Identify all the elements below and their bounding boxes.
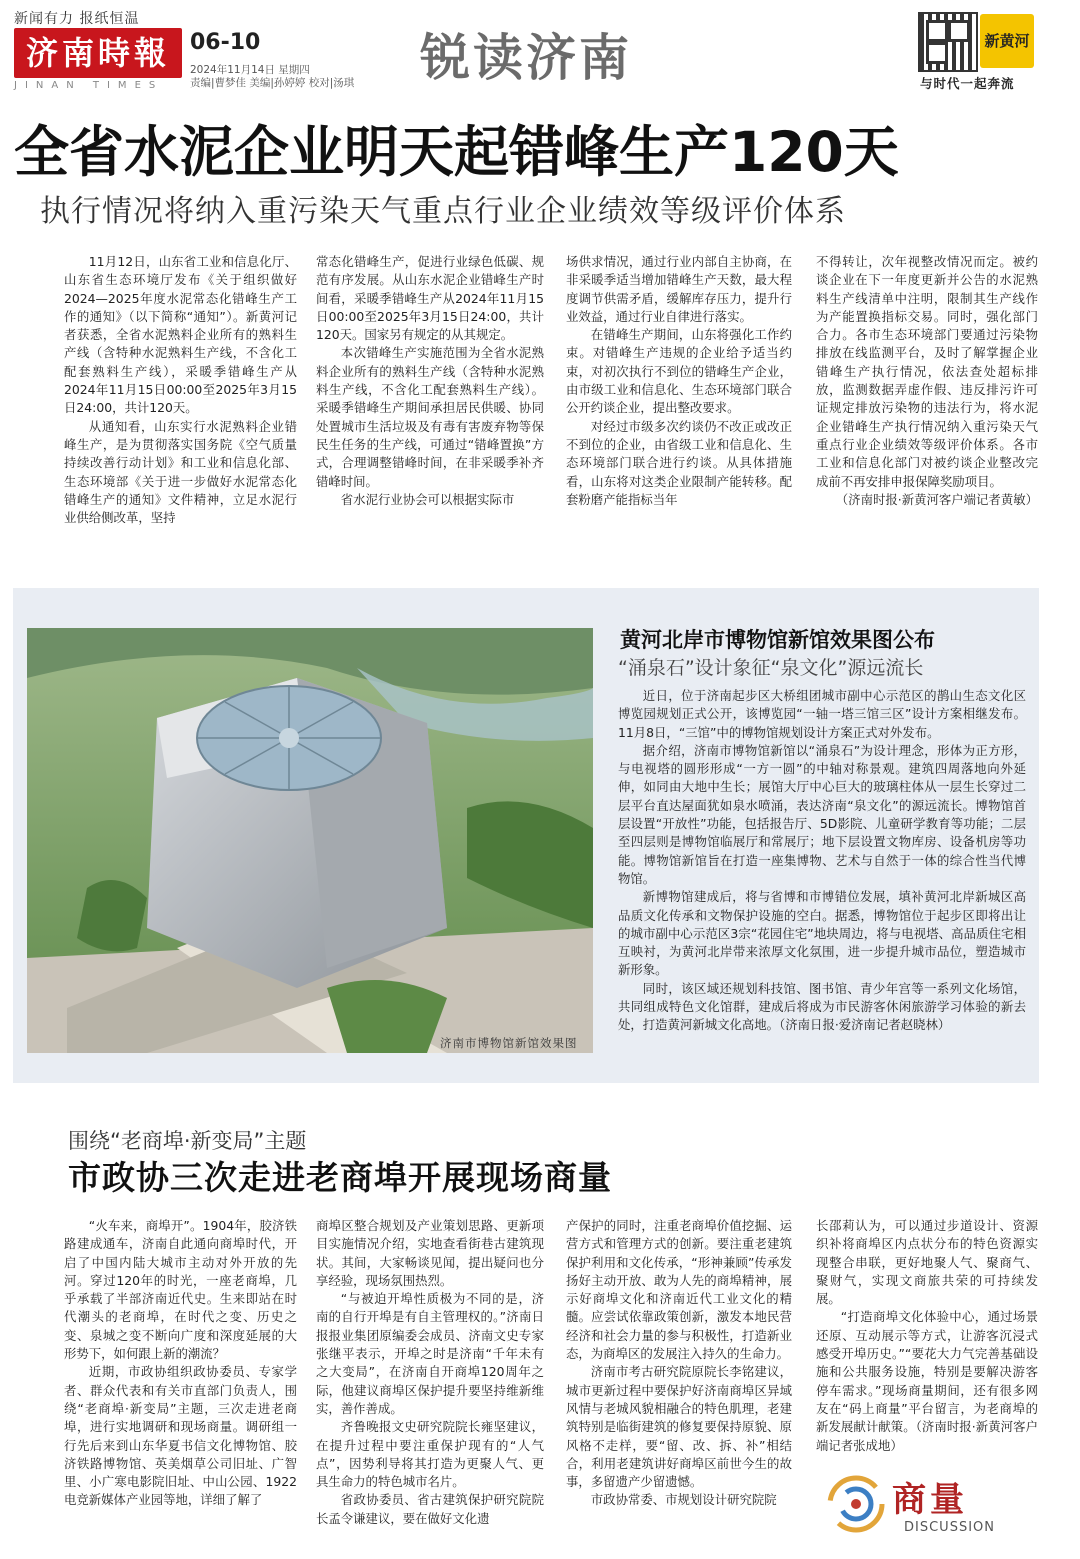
paragraph: 从通知看，山东实行水泥熟料企业错峰生产，是为贯彻落实国务院《空气质量持续改善行动计划》和工业和信息化部、生态环境部《关于进一步做好水泥常态化错峰生产的通知》文件精神，立足水泥行业供给侧改革，坚持: [64, 418, 297, 526]
page-range: 06-10: [190, 30, 261, 55]
editor-credits: 责编|曹梦佳 美编|孙婷婷 校对|汤琪: [190, 77, 355, 89]
museum-headline: 黄河北岸市博物馆新馆效果图公布: [620, 628, 935, 652]
dateline: 2024年11月14日 星期四: [190, 64, 310, 76]
swirl-icon: [826, 1474, 886, 1534]
paragraph: 产保护的同时，注重老商埠价值挖掘、运营方式和管理方式的创新。要注重老建筑保护利用和文化传承，“形神兼顾”传承发扬好主动开放、敢为人先的商埠精神，展示好商埠文化和济南近代工业文化的精髓。应尝试依靠政策创新，激发本地民营经济和社会力量的参与积极性，打造新业态，为商埠区的发展注入持久的生命力。: [566, 1218, 792, 1362]
paragraph: 11月12日，山东省工业和信息化厅、山东省生态环境厅发布《关于组织做好2024—2025年度水泥常态化错峰生产工作的通知》（以下简称“通知”）。新黄河记者获悉，全省水泥熟料企业所有的熟料生产线（含特种水泥熟料生产线，不含化工配套熟料生产线），采暖季错峰生产从2024年11月15日00:00至2025年3月15日24:00，共计120天。: [64, 254, 297, 416]
section-title: 锐读济南: [420, 29, 632, 87]
story-column-4: [816, 1217, 1038, 1455]
paragraph: 省政协委员、省古建筑保护研究院院长孟令谦建议，要在做好文化遗: [316, 1492, 544, 1526]
paragraph: 常态化错峰生产，促进行业绿色低碳、规范有序发展。从山东水泥企业错峰生产时间看，采暖季错峰生产从2024年11月15日00:00至2025年3月15日24:00，共计120天。国家另有规定的从其规定。: [316, 254, 544, 343]
paper-logo-en: JINAN TIMES: [14, 80, 164, 91]
paragraph: 市政协常委、市规划设计研究院院: [590, 1492, 777, 1508]
paragraph: 同时，该区域还规划科技馆、图书馆、青少年宫等一系列文化场馆，共同组成特色文化馆群，建成后将成为市民游客休闲旅游学习体验的新去处，打造黄河新城文化高地。（济南日报·爱济南记者赵晓林）: [618, 980, 1026, 1033]
paragraph: 场供求情况，通过行业内部自主协商，在非采暖季适当增加错峰生产天数，最大程度调节供需矛盾，缓解库存压力，提升行业效益，通过行业自律进行落实。: [566, 254, 792, 324]
story-column-3: [566, 1217, 792, 1510]
lead-column-1: [64, 253, 297, 527]
museum-body: [618, 687, 1026, 1035]
paragraph: 本次错峰生产实施范围为全省水泥熟料企业所有的熟料生产线（含特种水泥熟料生产线，不含化工配套熟料生产线）。采暖季错峰生产期间承担居民供暖、协同处置城市生活垃圾及有毒有害废弃物等保民生任务的生产线，可通过“错峰置换”方式，合理调整错峰时间，在非采暖季补齐错峰时间。: [316, 345, 544, 489]
paragraph: “与被迫开埠性质极为不同的是，济南的自行开埠是有自主管理权的。”济南日报报业集团原编委会成员、济南文史专家张继平表示，开埠之时是济南“千年未有之大变局”，在济南自开商埠120周年之际，他建议商埠区保护提升要坚持维新维实，善作善成。: [316, 1291, 544, 1416]
paragraph: 近期，市政协组织政协委员、专家学者、群众代表和有关市直部门负责人，围绕“老商埠·新变局”主题，三次走进老商埠，进行实地调研和现场商量。调研组一行先后来到山东华夏书信文化博物馆、胶济铁路博物馆、英美烟草公司旧址、广智里、小广寒电影院旧址、中山公园、1922电竞新媒体产业园等地，详细了解了: [64, 1364, 297, 1508]
paper-slogan: 新闻有力 报纸恒温: [14, 11, 140, 27]
paragraph: 商埠区整合规划及产业策划思路、更新项目实施情况介绍，实地查看街巷古建筑现状。其间，大家畅谈见闻，提出疑问也分享经验，现场氛围热烈。: [316, 1218, 544, 1288]
story-headline: 市政协三次走进老商埠开展现场商量: [68, 1158, 612, 1197]
lead-column-2: [316, 253, 544, 509]
discussion-stamp: [826, 1470, 1046, 1550]
lead-column-3: [566, 253, 792, 509]
stamp-english: DISCUSSION: [904, 1520, 995, 1535]
paragraph: 对经过市级多次约谈仍不改正或改正不到位的企业，由省级工业和信息化、生态环境部门联合进行约谈。从具体措施看，山东将对这类企业限制产能转移。配套粉磨产能指标当年: [566, 418, 792, 507]
byline: （济南时报·新黄河客户端记者黄敏）: [835, 491, 1038, 507]
paper-logo: 济南時報: [14, 28, 182, 78]
museum-rendering-image: [27, 628, 593, 1053]
paragraph: 齐鲁晚报文史研究院院长雍坚建议，在提升过程中要注重保护现有的“人气点”，因势利导将其打造为更聚人气、更具生命力的特色城市名片。: [316, 1419, 544, 1490]
qr-code-icon: [918, 12, 978, 72]
paragraph: 新博物馆建成后，将与省博和市博错位发展，填补黄河北岸新城区高品质文化传承和文物保护设施的空白。据悉，博物馆位于起步区即将出让的城市副中心示范区3宗“花园住宅”地块周边，将与电视塔、高品质住宅相互映衬，为黄河北岸带来浓厚文化氛围，进一步提升城市品位，塑造城市新形象。: [618, 889, 1026, 978]
paragraph: “打造商埠文化体验中心，通过场景还原、互动展示等方式，让游客沉浸式感受开埠历史。”“要花大力气完善基础设施和公共服务设施，特别是要解决游客停车需求。”现场商量期间，还有很多网友在“码上商量”平台留言，为老商埠的新发展献计献策。（济南时报·新黄河客户端记者张成地）: [816, 1309, 1038, 1453]
museum-subheadline: “涌泉石”设计象征“泉文化”源远流长: [618, 657, 924, 679]
lead-headline: 全省水泥企业明天起错峰生产120天: [14, 120, 899, 184]
paragraph: 不得转让，次年视整改情况而定。被约谈企业在下一年度更新并公告的水泥熟料生产线清单中注明，限制其生产线作为产能置换指标交易。同时，强化部门合力。各市生态环境部门要通过污染物排放在线监测平台，及时了解掌握企业错峰生产执行情况，依法查处超标排放，监测数据弄虚作假、违反排污许可证规定排放污染物的违法行为，将水泥企业错峰生产执行情况纳入重污染天气重点行业企业绩效等级评价体系。各市工业和信息化部门对被约谈企业整改完成前不再安排申报保障奖励项目。: [816, 254, 1038, 489]
photo-caption: 济南市博物馆新馆效果图: [440, 1036, 578, 1050]
paragraph: 长邵莉认为，可以通过步道设计、资源织补将商埠区内点状分布的特色资源实现整合串联，更好地聚人气、聚商气、聚财气，实现文商旅共荣的可持续发展。: [816, 1218, 1038, 1307]
lead-column-4: [816, 253, 1038, 509]
brand-logo: 新黄河: [980, 14, 1034, 68]
story-column-2: [316, 1217, 544, 1528]
paragraph: “火车来，商埠开”。1904年，胶济铁路建成通车，济南自此通向商埠时代，开启了中国内陆大城市主动对外开放的先河。穿过120年的时光，一座老商埠，几乎承载了半部济南近代史。生来即站在时代潮头的老商埠，在时代之变、历史之变、泉城之变不断向广度和深度延展的大形势下，如何跟上新的潮流？: [64, 1218, 297, 1362]
paragraph: 近日，位于济南起步区大桥组团城市副中心示范区的鹊山生态文化区博览园规划正式公开，该博览园“一轴一塔三馆三区”设计方案相继发布。11月8日，“三馆”中的博物馆规划设计方案正式对外发布。: [618, 688, 1026, 740]
lead-subheadline: 执行情况将纳入重污染天气重点行业企业绩效等级评价体系: [40, 194, 846, 229]
paragraph: 据介绍，济南市博物馆新馆以“涌泉石”为设计理念，形体为正方形，与电视塔的圆形形成“一方一圆”的中轴对称景观。建筑四周落地向外延伸，如同由大地中生长；展馆大厅中心巨大的玻璃柱体从一层生长穿过二层平台直达屋面犹如泉水喷涌，表达济南“泉文化”的源远流长。博物馆首层设置“开放性”功能，包括报告厅、5D影院、儿童研学教育等功能；二层至四层则是博物馆临展厅和常展厅；地下层设置文物库房、设备机房等功能。博物馆新馆旨在打造一座集博物、艺术与自然于一体的综合性当代博物馆。: [618, 742, 1026, 886]
paragraph: 省水泥行业协会可以根据实际市: [340, 491, 515, 507]
story-kicker: 围绕“老商埠·新变局”主题: [68, 1129, 307, 1153]
paragraph: 济南市考古研究院原院长李铭建议，城市更新过程中要保护好济南商埠区异域风情与老城风貌相融合的特色肌理，老建筑特别是临街建筑的修复要保持原貌、原风格不走样，要“留、改、拆、补”相结合，利用老建筑讲好商埠区前世今生的故事，多留遗产少留遗憾。: [566, 1364, 792, 1490]
brand-tagline: 与时代一起奔流: [920, 76, 1015, 91]
stamp-word: 商量: [892, 1480, 968, 1520]
paragraph: 在错峰生产期间，山东将强化工作约束。对错峰生产违规的企业给予适当约束，对初次执行不到位的错峰生产企业，由市级工业和信息化、生态环境部门联合公开约谈企业，提出整改要求。: [566, 327, 792, 416]
story-column-1: [64, 1217, 297, 1510]
